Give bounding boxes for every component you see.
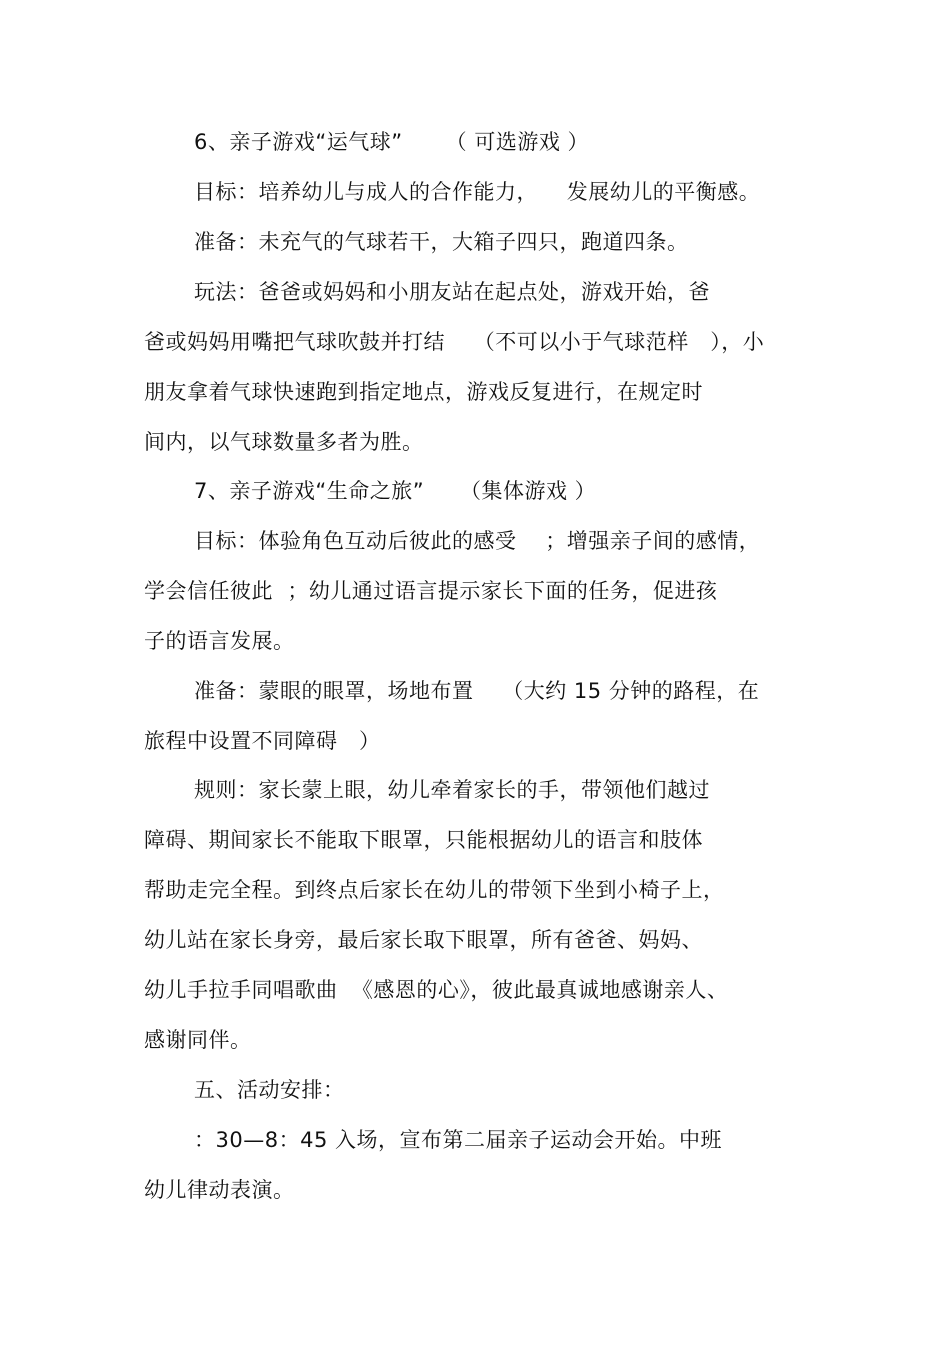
text-line-8: 7、亲子游戏“生命之旅” （集体游戏 ） xyxy=(194,479,597,503)
section-heading: 五、活动安排： xyxy=(194,1078,345,1102)
text-line-19: 感谢同伴。 xyxy=(144,1028,252,1052)
text-line-15: 障碍、期间家长不能取下眼罩，只能根据幼儿的语言和肢体 xyxy=(144,828,703,852)
text-line-9: 目标：体验角色互动后彼此的感受 ；增强亲子间的感情， xyxy=(194,529,761,553)
text-line-4: 玩法：爸爸或妈妈和小朋友站在起点处，游戏开始，爸 xyxy=(194,280,710,304)
text-line-10: 学会信任彼此 ；幼儿通过语言提示家长下面的任务，促进孩 xyxy=(144,579,718,603)
text-line-12: 准备：蒙眼的眼罩，场地布置 （大约 15 分钟的路程，在 xyxy=(194,679,760,703)
text-line-13: 旅程中设置不同障碍 ） xyxy=(144,729,381,753)
text-line-22: 幼儿律动表演。 xyxy=(144,1178,295,1202)
text-line-17: 幼儿站在家长身旁，最后家长取下眼罩，所有爸爸、妈妈、 xyxy=(144,928,703,952)
text-line-5: 爸或妈妈用嘴把气球吹鼓并打结 （不可以小于气球范样 ），小 xyxy=(144,330,765,354)
text-line-3: 准备：未充气的气球若干，大箱子四只，跑道四条。 xyxy=(194,230,689,254)
text-line-6: 朋友拿着气球快速跑到指定地点，游戏反复进行，在规定时 xyxy=(144,380,703,404)
text-line-18: 幼儿手拉手同唱歌曲 《感恩的心》，彼此最真诚地感谢亲人、 xyxy=(144,978,729,1002)
text-line-11: 子的语言发展。 xyxy=(144,629,295,653)
text-line-1: 6、亲子游戏“运气球” （ 可选游戏 ） xyxy=(194,130,590,154)
text-line-16: 帮助走完全程。到终点后家长在幼儿的带领下坐到小椅子上， xyxy=(144,878,725,902)
text-line-7: 间内，以气球数量多者为胜。 xyxy=(144,430,424,454)
text-line-21: ：30—8：45 入场，宣布第二届亲子运动会开始。中班 xyxy=(194,1128,722,1152)
text-line-2: 目标：培养幼儿与成人的合作能力， 发展幼儿的平衡感。 xyxy=(194,180,761,204)
text-line-14: 规则：家长蒙上眼，幼儿牵着家长的手，带领他们越过 xyxy=(194,778,710,802)
